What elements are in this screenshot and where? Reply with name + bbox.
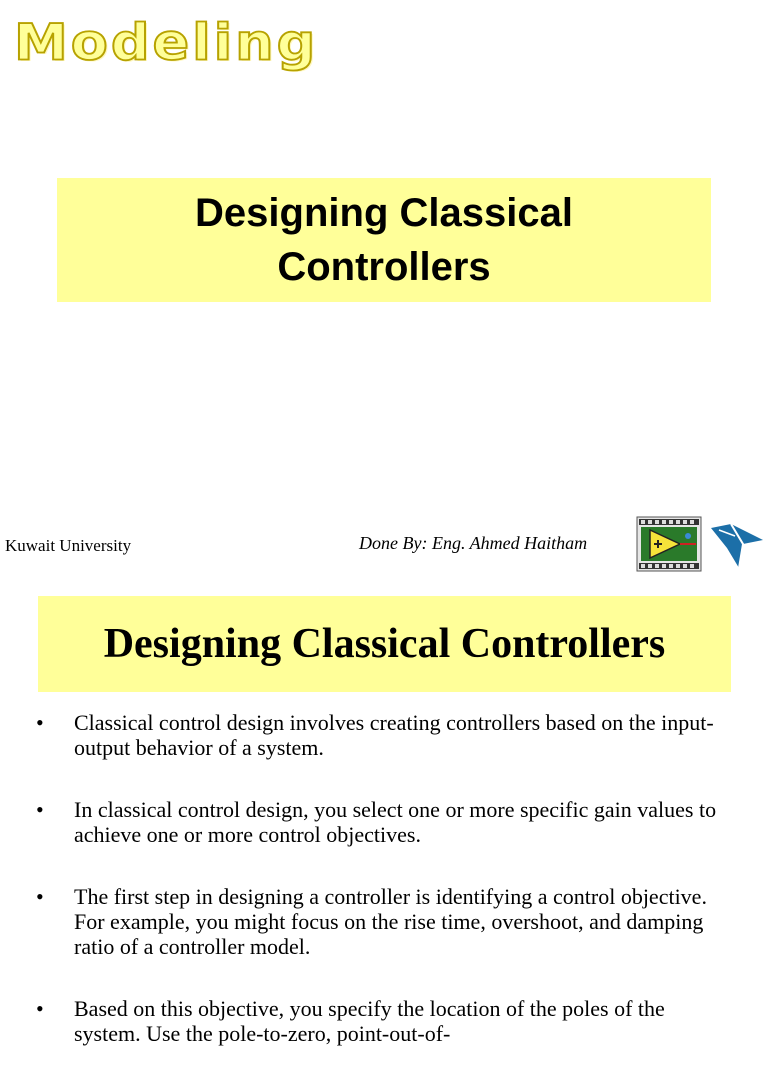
list-item bbox=[30, 710, 730, 760]
list-item bbox=[30, 797, 730, 847]
title-box bbox=[57, 178, 711, 302]
list-item bbox=[30, 884, 730, 959]
list-item bbox=[30, 996, 730, 1046]
slide-2 bbox=[0, 580, 768, 1046]
bullet-text: Based on this objective, you specify the location of the poles of the system. Use the pole-to-zero, point-out-of- bbox=[74, 996, 665, 1046]
bullet-icon: • bbox=[36, 884, 44, 909]
bullet-icon: • bbox=[36, 996, 44, 1021]
university-label: Kuwait University bbox=[5, 536, 132, 555]
title-box bbox=[38, 596, 731, 692]
ni-eagle-icon bbox=[709, 518, 765, 572]
modeling-logo-title: Modeling bbox=[14, 13, 319, 72]
bullet-icon: • bbox=[36, 710, 44, 735]
bullet-text: In classical control design, you select one or more specific gain values to achieve one or more control objectives. bbox=[74, 797, 717, 847]
labview-icon bbox=[636, 516, 702, 572]
bullet-list bbox=[30, 710, 730, 1083]
bullet-text: The first step in designing a controller is identifying a control objective. For example, you might focus on the rise time, overshoot, and damping ratio of a controller model. bbox=[74, 884, 707, 959]
bullet-icon: • bbox=[36, 797, 44, 822]
author-label: Done By: Eng. Ahmed Haitham bbox=[359, 533, 588, 553]
slide-title: Designing Classical Controllers bbox=[103, 621, 666, 667]
bullet-text: Classical control design involves creating controllers based on the input-output behavior of a system. bbox=[74, 710, 714, 760]
slide-title: Designing Classical Controllers bbox=[195, 191, 573, 289]
